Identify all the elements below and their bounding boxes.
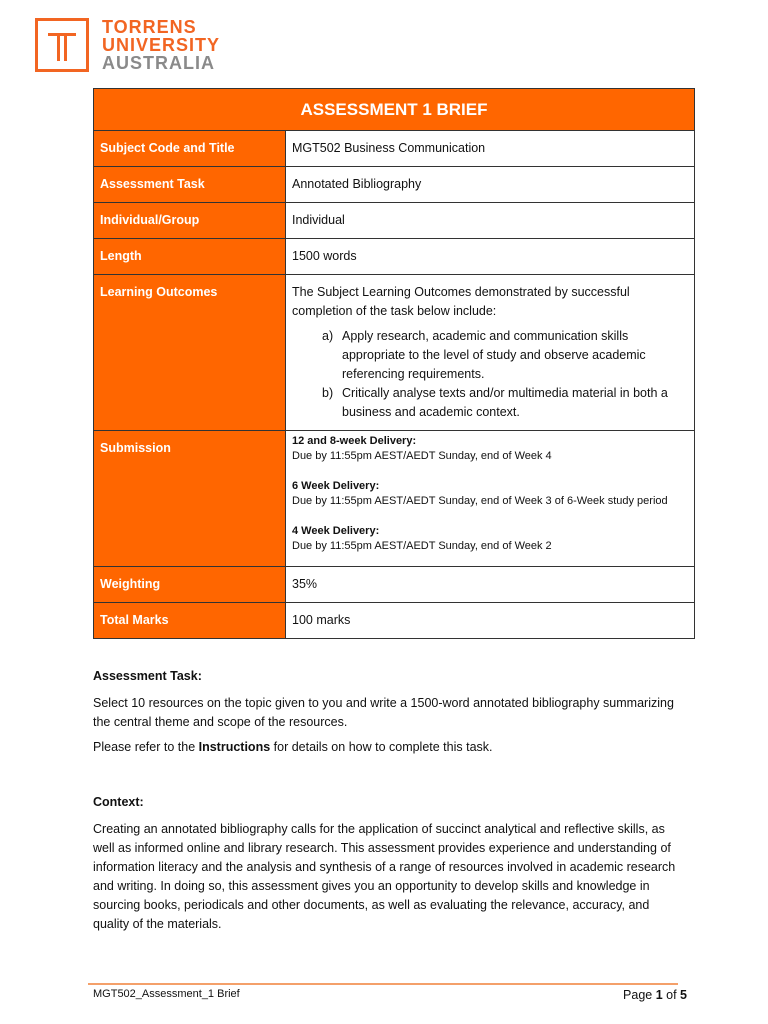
row-label: Assessment Task bbox=[94, 167, 286, 203]
row-label: Subject Code and Title bbox=[94, 131, 286, 167]
assessment-task-section bbox=[93, 667, 683, 757]
row-value: Annotated Bibliography bbox=[286, 167, 695, 203]
paragraph: Creating an annotated bibliography calls for the application of succinct analytical and reflective skills, as well as informed online and library research. This assessment provides experience and understanding of information literacy and the analysis and synthesis of a range of resources involved in academic research and writing. In doing so, this assessment gives you an opportunity to develop skills and knowledge in sourcing books, periodicals and other documents, as well as evaluating the relevance, accuracy, and quality of the materials. bbox=[93, 822, 676, 931]
row-value: Individual bbox=[286, 203, 695, 239]
row-label: Length bbox=[94, 239, 286, 275]
submission-value bbox=[286, 431, 695, 567]
delivery-title: 6 Week Delivery: bbox=[292, 480, 380, 492]
table-title: ASSESSMENT 1 BRIEF bbox=[94, 89, 695, 131]
section-heading: Assessment Task: bbox=[93, 669, 202, 683]
paragraph: Please refer to the Instructions for details on how to complete this task. bbox=[93, 740, 493, 754]
row-label: Learning Outcomes bbox=[94, 275, 286, 431]
row-value: 1500 words bbox=[286, 239, 695, 275]
row-value: 100 marks bbox=[286, 603, 695, 639]
outcomes-intro: The Subject Learning Outcomes demonstrated by successful completion of the task below include: bbox=[292, 285, 630, 318]
delivery-title: 12 and 8-week Delivery: bbox=[292, 435, 417, 447]
delivery-due: Due by 11:55pm AEST/AEDT Sunday, end of Week 2 bbox=[292, 540, 552, 552]
logo-line: AUSTRALIA bbox=[102, 53, 215, 73]
footer-doc-name: MGT502_Assessment_1 Brief bbox=[93, 988, 240, 1000]
delivery-title: 4 Week Delivery: bbox=[292, 525, 380, 537]
logo-line: TORRENS bbox=[102, 17, 197, 37]
row-label: Total Marks bbox=[94, 603, 286, 639]
outcome-item: a) Apply research, academic and communication skills appropriate to the level of study and observe academic referencing requirements. bbox=[322, 329, 646, 381]
row-value: 35% bbox=[286, 567, 695, 603]
row-label: Weighting bbox=[94, 567, 286, 603]
university-logo bbox=[35, 18, 220, 72]
delivery-due: Due by 11:55pm AEST/AEDT Sunday, end of Week 3 of 6-Week study period bbox=[292, 495, 668, 507]
paragraph: Select 10 resources on the topic given to you and write a 1500-word annotated bibliography summarizing the central theme and scope of the resources. bbox=[93, 696, 674, 729]
logo-line: UNIVERSITY bbox=[102, 35, 221, 55]
page-number: Page 1 of 5 bbox=[623, 988, 687, 1002]
context-section bbox=[93, 793, 683, 934]
row-label: Submission bbox=[94, 431, 286, 567]
section-heading: Context: bbox=[93, 795, 144, 809]
row-value: MGT502 Business Communication bbox=[286, 131, 695, 167]
outcome-item: b) Critically analyse texts and/or multimedia material in both a business and academic context. bbox=[322, 386, 668, 419]
assessment-brief-table bbox=[93, 88, 695, 639]
delivery-due: Due by 11:55pm AEST/AEDT Sunday, end of Week 4 bbox=[292, 450, 552, 462]
row-label: Individual/Group bbox=[94, 203, 286, 239]
logo-t-icon bbox=[35, 18, 89, 72]
footer-divider bbox=[88, 983, 678, 985]
learning-outcomes-value bbox=[286, 275, 695, 431]
